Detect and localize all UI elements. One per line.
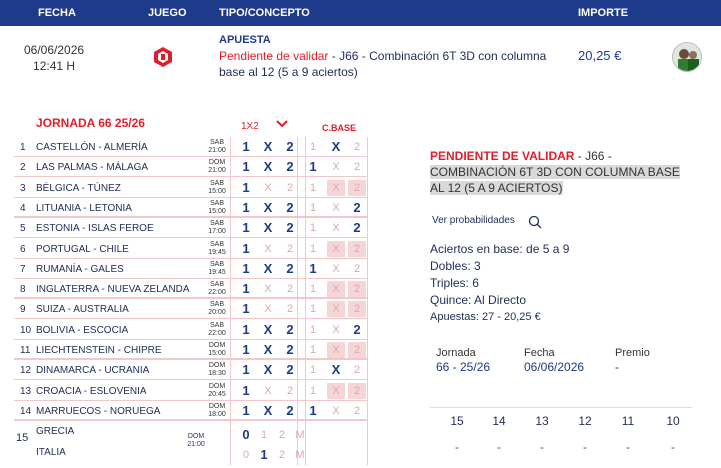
- match-time: 22:00: [208, 329, 226, 337]
- match-day: DOM: [208, 159, 226, 167]
- match-teams: CROACIA - ESLOVENIA: [36, 385, 147, 397]
- match-number: 2: [20, 162, 26, 174]
- match-number: 13: [20, 385, 32, 397]
- combination-details: [430, 241, 569, 326]
- stat-premio-label: Premio: [615, 347, 650, 359]
- match-number: 9: [20, 304, 26, 316]
- bet-datetime: [24, 42, 84, 74]
- match-schedule: [206, 362, 228, 378]
- base-pick-1[interactable]: 1: [309, 222, 317, 235]
- match-row: [14, 401, 368, 421]
- dobles-info: Dobles: 3: [430, 259, 481, 273]
- base-pick-2[interactable]: 2: [348, 281, 366, 297]
- match-schedule: [206, 180, 228, 196]
- col-tipo: TIPO/CONCEPTO: [219, 7, 310, 19]
- match-row: [14, 198, 368, 218]
- base-pick-1[interactable]: 1: [309, 303, 317, 316]
- match-teams: BOLIVIA - ESCOCIA: [36, 324, 129, 336]
- bet-date: 06/06/2026: [24, 43, 85, 57]
- base-pick-x[interactable]: X: [332, 222, 340, 235]
- match-time: 18:30: [208, 370, 226, 378]
- combination-title: [430, 148, 690, 196]
- match-day: DOM: [208, 402, 226, 410]
- match-number: 11: [20, 345, 31, 356]
- base-pick-x[interactable]: X: [327, 301, 345, 317]
- match-schedule: [206, 159, 228, 175]
- base-pick-1[interactable]: 1: [309, 242, 317, 255]
- pick-1[interactable]: 1: [242, 321, 250, 337]
- base-pick-1[interactable]: 1: [309, 344, 317, 356]
- bet-type-label: APUESTA: [219, 34, 271, 46]
- base-pick-x[interactable]: X: [332, 201, 340, 214]
- pick-1[interactable]: 1: [242, 382, 250, 398]
- base-pick-1[interactable]: 1: [309, 159, 317, 175]
- base-pick-2[interactable]: 2: [348, 241, 366, 257]
- match-day: SAB: [209, 301, 224, 309]
- match-row-15: [14, 423, 368, 465]
- base-pick-1[interactable]: 1: [309, 323, 317, 336]
- stat-fecha-label: Fecha: [524, 347, 555, 359]
- pick-2[interactable]: 2: [286, 342, 294, 357]
- panel-desc-head: - J66 -: [574, 149, 612, 163]
- prize-divider: [430, 407, 692, 408]
- base-pick-x[interactable]: X: [331, 362, 341, 378]
- match-number: 7: [20, 263, 26, 275]
- pick-1[interactable]: 1: [242, 402, 250, 418]
- base-pick-2[interactable]: 2: [348, 383, 366, 399]
- prize-category: 13: [535, 414, 549, 428]
- match-time: 17:00: [208, 228, 226, 236]
- pick-x[interactable]: X: [263, 220, 273, 236]
- base-pick-2[interactable]: 2: [348, 180, 366, 196]
- match-time: 15:00: [208, 350, 226, 357]
- stat-premio: [615, 347, 650, 374]
- pick-1[interactable]: 1: [242, 260, 250, 276]
- prize-category: 12: [578, 414, 592, 428]
- bet-description: [219, 48, 569, 80]
- base-pick-2[interactable]: 2: [353, 404, 361, 417]
- match-schedule: [206, 220, 228, 236]
- pick-x[interactable]: X: [263, 362, 273, 378]
- pick-1[interactable]: 1: [242, 240, 250, 256]
- match-time: 21:00: [187, 441, 205, 448]
- pick-x[interactable]: X: [264, 181, 272, 194]
- pick-x[interactable]: X: [263, 139, 273, 154]
- pick-1[interactable]: 1: [242, 199, 250, 215]
- pick-1[interactable]: 1: [242, 362, 250, 378]
- pick-1[interactable]: 1: [242, 179, 250, 195]
- match-teams: LIECHTENSTEIN - CHIPRE: [36, 345, 162, 356]
- match-row: [14, 381, 368, 401]
- pick-2[interactable]: 2: [286, 139, 294, 154]
- match-day: SAB: [209, 139, 224, 146]
- stat-jornada-label: Jornada: [436, 347, 476, 359]
- match-number: 3: [20, 182, 26, 194]
- pick-1[interactable]: 1: [242, 139, 250, 154]
- prize-value: -: [671, 440, 675, 454]
- goal-pick-home-2[interactable]: 2: [278, 429, 286, 441]
- match-schedule: [206, 383, 228, 399]
- match-row: [14, 279, 368, 299]
- match-schedule: [206, 342, 228, 358]
- match-number: 4: [20, 202, 26, 214]
- pick-x[interactable]: X: [263, 321, 273, 337]
- pick-2[interactable]: 2: [286, 384, 294, 397]
- base-pick-1[interactable]: 1: [309, 402, 317, 418]
- pick-2[interactable]: 2: [286, 321, 294, 337]
- grid-line: [305, 137, 306, 465]
- bet-amount: 20,25 €: [578, 48, 622, 63]
- prize-value: -: [626, 440, 630, 454]
- base-pick-2[interactable]: 2: [353, 321, 361, 337]
- base-pick-x[interactable]: X: [327, 180, 345, 196]
- match-row: [14, 239, 368, 259]
- base-pick-x[interactable]: X: [332, 404, 340, 417]
- pick-2[interactable]: 2: [286, 199, 294, 215]
- pick-1[interactable]: 1: [242, 342, 250, 357]
- base-pick-2[interactable]: 2: [353, 262, 361, 275]
- match-schedule: [206, 139, 228, 155]
- match-time: 20:45: [208, 390, 226, 398]
- match-teams: BÉLGICA - TÚNEZ: [36, 182, 121, 194]
- match-number: 12: [20, 365, 32, 377]
- grid-line: [297, 137, 298, 465]
- stat-jornada: [436, 347, 490, 374]
- base-pick-1[interactable]: 1: [309, 384, 317, 397]
- match-day: DOM: [208, 382, 226, 390]
- match-schedule: [206, 281, 228, 297]
- triples-info: Triples: 6: [430, 276, 479, 290]
- bet-desc-text: - J66 - Combinación 6T 3D con columna base al 12 (5 a 9 aciertos): [219, 49, 547, 79]
- base-pick-1[interactable]: 1: [309, 141, 317, 153]
- base-pick-2[interactable]: 2: [353, 199, 361, 215]
- match-number: 15: [16, 432, 29, 444]
- pick-x[interactable]: X: [264, 283, 272, 296]
- base-pick-x[interactable]: X: [332, 323, 340, 336]
- match-schedule: [206, 322, 228, 338]
- match-home-team: GRECIA: [36, 426, 75, 437]
- match-day: DOM: [208, 342, 226, 349]
- pick-x[interactable]: X: [264, 384, 272, 397]
- match-row: [14, 178, 368, 198]
- pick-2[interactable]: 2: [286, 159, 294, 175]
- match-day: SAB: [209, 179, 224, 187]
- base-pick-x[interactable]: X: [332, 161, 340, 174]
- pick-2[interactable]: 2: [286, 283, 294, 296]
- base-pick-2[interactable]: 2: [353, 364, 361, 377]
- pick-x[interactable]: X: [263, 199, 273, 215]
- base-pick-x[interactable]: X: [331, 139, 341, 154]
- prize-category: 10: [666, 414, 680, 428]
- match-row: [14, 360, 368, 380]
- match-day: SAB: [209, 281, 224, 289]
- match-number: 6: [20, 243, 26, 255]
- stat-premio-value: -: [615, 360, 619, 374]
- pick-2[interactable]: 2: [286, 260, 294, 276]
- match-teams: RUMANÍA - GALES: [36, 263, 124, 275]
- base-pick-1[interactable]: 1: [309, 181, 317, 194]
- apuestas-info: Apuestas: 27 - 20,25 €: [430, 311, 541, 323]
- pick-2[interactable]: 2: [286, 242, 294, 255]
- match-day: SAB: [209, 260, 224, 268]
- match-teams: PORTUGAL - CHILE: [36, 243, 129, 255]
- view-probabilities-link[interactable]: Ver probabilidades: [432, 215, 515, 226]
- match-schedule: [206, 241, 228, 257]
- match-teams: CASTELLÓN - ALMERÍA: [36, 142, 148, 153]
- base-pick-1[interactable]: 1: [309, 364, 317, 377]
- match-teams: LAS PALMAS - MÁLAGA: [36, 162, 149, 174]
- goal-pick-away-1[interactable]: 1: [260, 447, 268, 462]
- match-day: SAB: [209, 220, 224, 228]
- pick-x[interactable]: X: [263, 159, 273, 175]
- match-day: SAB: [209, 199, 224, 207]
- col-fecha: FECHA: [38, 7, 76, 19]
- match-number: 5: [20, 223, 26, 235]
- grid-line: [367, 137, 368, 465]
- goal-pick-away-m[interactable]: M: [295, 449, 305, 461]
- stat-fecha: [524, 347, 584, 374]
- match-time: 21:00: [208, 147, 226, 154]
- match-schedule: [206, 403, 228, 419]
- bet-status: Pendiente de validar: [219, 49, 329, 63]
- pick-2[interactable]: 2: [286, 181, 294, 194]
- prize-value: -: [497, 440, 501, 454]
- match-teams: SUIZA - AUSTRALIA: [36, 304, 129, 316]
- bet-time: 12:41 H: [33, 59, 76, 73]
- goal-pick-home-m[interactable]: M: [295, 429, 305, 441]
- table-header: [0, 0, 721, 26]
- col-importe: IMPORTE: [578, 7, 629, 19]
- pick-1[interactable]: 1: [242, 159, 250, 175]
- match-teams: INGLATERRA - NUEVA ZELANDA: [36, 284, 190, 296]
- match-time: 20:00: [208, 309, 226, 317]
- bet-summary-row[interactable]: [0, 26, 721, 90]
- match-row: [14, 340, 368, 360]
- goal-pick-away-2[interactable]: 2: [278, 449, 286, 461]
- search-icon[interactable]: [528, 215, 542, 229]
- match-teams: MARRUECOS - NORUEGA: [36, 405, 161, 417]
- base-pick-2[interactable]: 2: [348, 301, 366, 317]
- stat-fecha-value: 06/06/2026: [524, 360, 585, 374]
- match-time: 21:00: [208, 167, 226, 175]
- chevron-down-icon[interactable]: [276, 119, 288, 129]
- match-row: [14, 259, 368, 279]
- pick-2[interactable]: 2: [286, 303, 294, 316]
- goal-pick-home-0[interactable]: 0: [242, 427, 250, 442]
- col-juego: JUEGO: [148, 7, 187, 19]
- base-pick-x[interactable]: X: [327, 342, 345, 358]
- match-number: 1: [20, 142, 26, 153]
- pick-1[interactable]: 1: [242, 220, 250, 236]
- base-pick-x[interactable]: X: [327, 241, 345, 257]
- base-pick-2[interactable]: 2: [353, 220, 361, 236]
- match-away-team: ITALIA: [36, 447, 66, 458]
- pick-x[interactable]: X: [263, 402, 273, 418]
- prize-category: 15: [450, 414, 464, 428]
- match-day: SAB: [209, 240, 224, 248]
- pick-x[interactable]: X: [264, 303, 272, 316]
- base-pick-x[interactable]: X: [327, 383, 345, 399]
- match-schedule: [206, 301, 228, 317]
- match-day: DOM: [208, 362, 226, 370]
- prize-value: -: [455, 440, 459, 454]
- match-schedule: [206, 261, 228, 277]
- match-number: 8: [20, 284, 26, 296]
- base-pick-2[interactable]: 2: [353, 161, 361, 174]
- pick-x[interactable]: X: [264, 242, 272, 255]
- grid-line: [230, 137, 231, 465]
- match-number: 10: [20, 324, 32, 336]
- match-row: [14, 299, 368, 319]
- jornada-title: JORNADA 66 25/26: [36, 116, 145, 130]
- base-pick-2[interactable]: 2: [353, 141, 361, 153]
- match-day: DOM: [187, 433, 205, 440]
- prize-category: 11: [621, 414, 635, 428]
- match-number: 14: [20, 405, 32, 417]
- match-time: 19:45: [208, 248, 226, 256]
- match-time: 15:00: [208, 207, 226, 215]
- prize-value: -: [583, 440, 587, 454]
- base-pick-1[interactable]: 1: [309, 260, 317, 276]
- match-teams: ESTONIA - ISLAS FEROE: [36, 223, 154, 235]
- pick-x[interactable]: X: [263, 260, 273, 276]
- match-teams: LITUANIA - LETONIA: [36, 202, 132, 214]
- match-time: 19:45: [208, 268, 226, 276]
- pick-x[interactable]: X: [263, 342, 273, 357]
- goal-pick-away-0[interactable]: 0: [242, 449, 250, 461]
- base-pick-1[interactable]: 1: [309, 283, 317, 296]
- col-1x2-label: 1X2: [241, 121, 259, 132]
- goal-pick-home-1[interactable]: 1: [260, 429, 268, 441]
- panel-status: PENDIENTE DE VALIDAR: [430, 149, 575, 163]
- match-time: 18:00: [208, 410, 226, 418]
- user-avatar-icon[interactable]: [672, 42, 702, 72]
- col-cbase-label: C.BASE: [322, 123, 357, 133]
- match-row: [14, 137, 368, 157]
- match-day: SAB: [209, 321, 224, 329]
- pick-2[interactable]: 2: [286, 402, 294, 418]
- panel-desc-body: COMBINACIÓN 6T 3D CON COLUMNA BASE AL 12 (5 A 9 ACIERTOS): [430, 165, 680, 195]
- match-schedule: [206, 200, 228, 216]
- match-time: 22:00: [208, 289, 226, 297]
- pick-1[interactable]: 1: [242, 301, 250, 317]
- match-row: [14, 320, 368, 340]
- base-pick-2[interactable]: 2: [348, 342, 366, 358]
- match-row: [14, 157, 368, 177]
- base-pick-1[interactable]: 1: [309, 201, 317, 214]
- match-schedule: [184, 433, 208, 449]
- match-time: 15:00: [208, 187, 226, 195]
- match-teams: DINAMARCA - UCRANIA: [36, 365, 150, 377]
- aciertos-info: Aciertos en base: de 5 a 9: [430, 242, 570, 256]
- pick-2[interactable]: 2: [286, 362, 294, 378]
- pick-1[interactable]: 1: [242, 281, 250, 297]
- stat-jornada-value: 66 - 25/26: [436, 360, 491, 374]
- base-pick-x[interactable]: X: [332, 262, 340, 275]
- pick-2[interactable]: 2: [286, 220, 294, 236]
- quince-info: Quince: Al Directo: [430, 293, 527, 307]
- prize-category: 14: [492, 414, 506, 428]
- match-row: [14, 218, 368, 238]
- prize-value: -: [540, 440, 544, 454]
- base-pick-x[interactable]: X: [327, 281, 345, 297]
- quiniela-logo-icon: [152, 46, 174, 68]
